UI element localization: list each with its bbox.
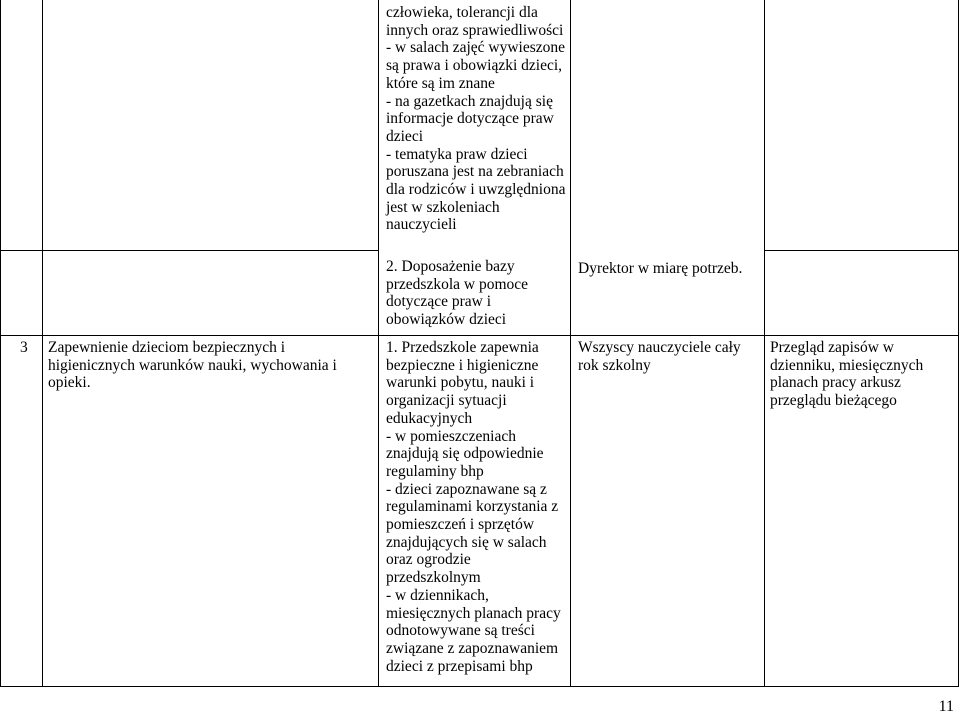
table-col-divider-2 <box>378 0 379 687</box>
responsible-cell-2: Dyrektor w miarę potrzeb. <box>578 260 743 277</box>
action-cell-2: 2. Doposażenie bazy przedszkola w pomoce dotyczące praw i obowiązków dzieci <box>386 258 529 329</box>
table-border-left <box>0 0 1 687</box>
table-row-divider-right <box>764 250 959 251</box>
table-border-right <box>958 0 959 687</box>
table-row-divider-inner <box>0 335 959 336</box>
row-number: 3 <box>20 339 28 356</box>
goal-cell: Zapewnienie dzieciom bezpiecznych i higienicznych warunków nauki, wychowania i opieki. <box>48 339 337 392</box>
table-row-divider <box>0 250 379 251</box>
action-cell-continued: człowieka, tolerancji dla innych oraz sprawiedliwości - w salach zajęć wywieszone są prawa i obowiązki dzieci, które są im znane - na gazetkach znajdują się informacje dotyczące praw dzieci - tematyka praw dzieci poruszana jest na zebraniach dla rodziców i uwzględniona jest w szkoleniach nauczycieli <box>386 4 566 234</box>
action-cell: 1. Przedszkole zapewnia bezpieczne i higieniczne warunki pobytu, nauki i organizacji sytuacji edukacyjnych - w pomieszczeniach znajdują się odpowiednie regulaminy bhp - dzieci zapoznawane są z regulaminami korzystania z pomieszczeń i sprzętów znajdujących się w salach oraz ogrodzie przedszkolnym - w dziennikach, miesięcznych planach pracy odnotowywane są treści związane z zapoznawaniem dzieci z przepisami bhp <box>386 339 561 675</box>
responsible-cell: Wszyscy nauczyciele cały rok szkolny <box>578 339 741 374</box>
table-border-bottom <box>0 686 959 687</box>
table-col-divider-4 <box>764 0 765 687</box>
monitoring-cell: Przegląd zapisów w dzienniku, miesięcznych planach pracy arkusz przeglądu bieżącego <box>770 339 924 410</box>
page-number: 11 <box>938 698 954 715</box>
table-col-divider-1 <box>42 0 43 687</box>
